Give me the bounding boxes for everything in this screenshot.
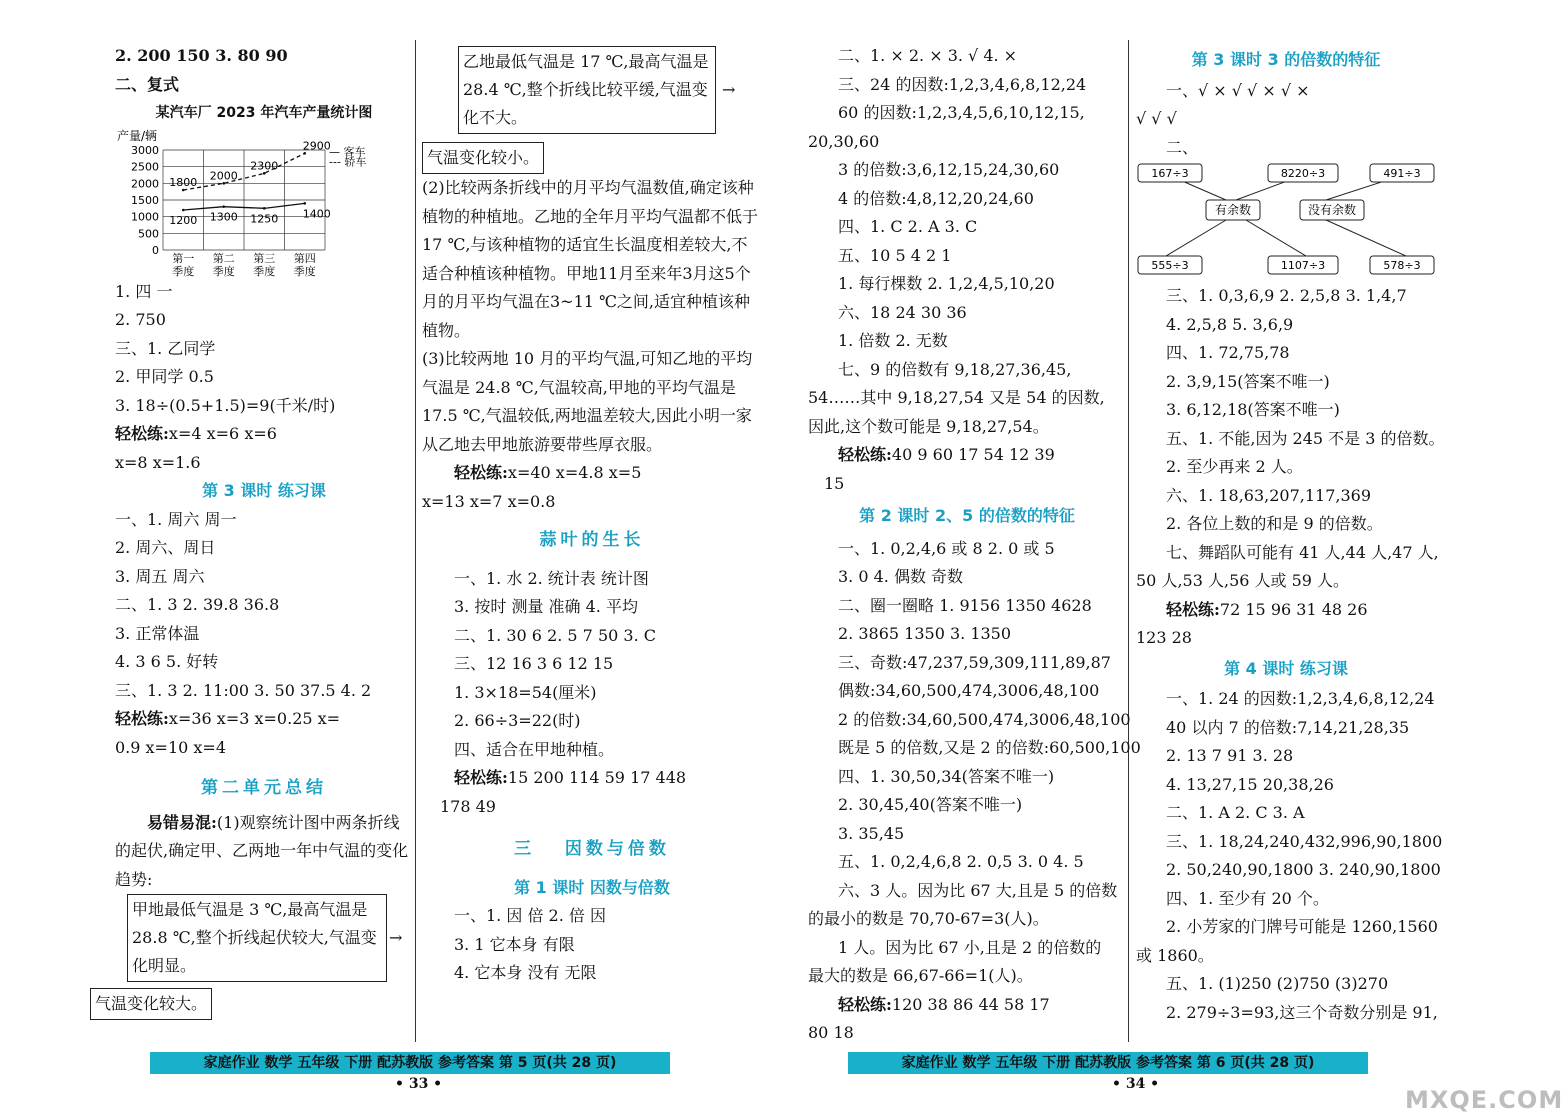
y-tick-label: 2500 (131, 160, 159, 174)
answer-line: 0.9 x=10 x=4 (115, 737, 227, 757)
legend-entry: --- 轿车 (329, 155, 367, 169)
answer-line: 二、复式 (115, 74, 180, 94)
answer-line: 50 人,53 人,56 人或 59 人。 (1136, 571, 1350, 590)
answer-line: 1. 每行棵数 2. 1,2,4,5,10,20 (838, 274, 1055, 293)
easy-mistake-label: 易错易混: (147, 812, 217, 832)
answer-line: 3 的倍数:3,6,12,15,24,30,60 (838, 160, 1060, 179)
answer-line: 或 1860。 (1136, 945, 1214, 965)
answer-line: 四、适合在甲地种植。 (454, 739, 615, 759)
page-number-right: • 34 • (1112, 1076, 1160, 1092)
box-has-remainder (1206, 200, 1260, 220)
answer-line: 六、18 24 30 36 (838, 302, 967, 322)
data-label: 1400 (302, 206, 331, 220)
x-tick-label: 季度 (172, 264, 195, 278)
y-tick-label: 1000 (131, 210, 159, 224)
column-divider-left (415, 40, 416, 1042)
answer-line: 七、舞蹈队可能有 41 人,44 人,47 人, (1166, 542, 1439, 562)
easy-practice-label: 轻松练: (1166, 599, 1220, 619)
paragraph: (2)比较两条折线中的月平均气温数值,确定该种植物的种植地。乙地的全年月平均气温都不低于 17 ℃,与该种植物的适宜生长温度相差较大,不适合种植该种植物。甲地11月至来年3月这5个月的月平均气温在3~11 ℃之间,适宜种植该种植物。 (422, 178, 759, 340)
box-1107 (1268, 256, 1338, 274)
answer-line: 四、1. 至少有 20 个。 (1166, 888, 1329, 908)
answer-line: 一、1. 0,2,4,6 或 8 2. 0 或 5 (838, 538, 1055, 558)
data-label: 1800 (169, 175, 198, 189)
answer-line: 二、圈一圈略 1. 9156 1350 4628 (838, 595, 1092, 615)
answer-line: 3. 按时 测量 准确 4. 平均 (454, 597, 638, 616)
answer-line: 2. 13 7 91 3. 28 (1166, 746, 1294, 765)
legend-entry: — 客车 (329, 145, 366, 159)
box-555-label: 555÷3 (1151, 259, 1189, 272)
text-box-conclusion-jia: 气温变化较大。 (90, 988, 212, 1020)
x-tick-label: 季度 (293, 264, 316, 278)
box-555 (1138, 256, 1202, 274)
answer-line: 3. 35,45 (838, 823, 905, 843)
y-tick-label: 0 (152, 243, 159, 257)
answer-line: 三、奇数:47,237,59,309,111,89,87 (838, 652, 1111, 672)
answer-line: 1 人。因为比 67 小,且是 2 的倍数的 (838, 937, 1102, 957)
answer-line: 二、1. A 2. C 3. A (1166, 803, 1305, 822)
footer-right: 家庭作业 数学 五年级 下册 配苏教版 参考答案 第 6 页(共 28 页) (848, 1052, 1368, 1074)
answer-line: 40 以内 7 的倍数:7,14,21,28,35 (1166, 717, 1410, 737)
box-491-label: 491÷3 (1383, 167, 1421, 180)
x-tick-label: 第三 (253, 251, 276, 265)
answer-line: 五、1. 0,2,4,6,8 2. 0,5 3. 0 4. 5 (838, 852, 1084, 871)
answer-text: x=4 x=6 x=6 (168, 424, 277, 443)
answer-line: 三、1. 0,3,6,9 2. 2,5,8 3. 1,4,7 (1166, 286, 1407, 305)
chapter-heading: 三 因数与倍数 (514, 839, 670, 859)
easy-practice-label: 轻松练: (115, 709, 169, 728)
x-tick-label: 第一 (172, 251, 195, 265)
answer-line: 2. 750 (115, 310, 166, 329)
box-578 (1370, 256, 1434, 274)
data-label: 1200 (169, 213, 198, 227)
answer-line: 1. 四 一 (115, 281, 173, 301)
answer-text: 15 200 114 59 17 448 (507, 768, 687, 787)
answer-text: 40 9 60 17 54 12 39 (891, 445, 1055, 464)
section-heading: 蒜叶的生长 (539, 530, 645, 550)
answer-line: 既是 5 的倍数,又是 2 的倍数:60,500,100 (838, 738, 1141, 757)
answer-line: 四、1. 72,75,78 (1166, 343, 1290, 362)
answer-line: 因此,这个数可能是 9,18,27,54。 (808, 416, 1049, 436)
answer-line: 4. 3 6 5. 好转 (115, 652, 219, 671)
answer-line: √ √ √ (1136, 109, 1177, 128)
answer-line: 三、1. 18,24,240,432,996,90,1800 (1166, 831, 1443, 851)
section-heading: 第 3 课时 3 的倍数的特征 (1191, 50, 1381, 69)
answer-line: 4. 13,27,15 20,38,26 (1166, 774, 1334, 794)
matching-diagram (1136, 162, 1436, 282)
answer-line: 2. 30,45,40(答案不唯一) (838, 795, 1023, 814)
arrow-icon: → (389, 927, 403, 947)
column-4 (1136, 46, 1445, 1027)
answer-line: 的起伏,确定甲、乙两地一年中气温的变化 (115, 841, 409, 860)
data-point (303, 202, 306, 205)
data-point (303, 152, 306, 155)
answer-line: 一、1. 因 倍 2. 倍 因 (454, 906, 606, 925)
data-point (182, 208, 185, 211)
text-box-conclusion-yi: 气温变化较小。 (422, 142, 544, 174)
answer-line: 五、10 5 4 2 1 (838, 245, 952, 265)
answer-line: 二、1. × 2. × 3. √ 4. × (838, 46, 1018, 65)
data-point (222, 205, 225, 208)
answer-line: 三、1. 乙同学 (115, 338, 216, 358)
answer-line: 六、1. 18,63,207,117,369 (1166, 485, 1372, 505)
data-label: 1300 (209, 210, 238, 224)
answer-line: 3. 0 4. 偶数 奇数 (838, 567, 964, 586)
data-point (263, 172, 266, 175)
answer-line: 3. 18÷(0.5+1.5)=9(千米/时) (115, 395, 336, 415)
answer-line: 一、1. 周六 周一 (115, 509, 237, 529)
section-heading: 第 3 课时 练习课 (202, 481, 326, 500)
answer-line: 偶数:34,60,500,474,3006,48,100 (838, 681, 1100, 700)
answer-line: 2. 3865 1350 3. 1350 (838, 624, 1012, 643)
paragraph: (3)比较两地 10 月的平均气温,可知乙地的平均气温是 24.8 ℃,气温较高,甲地的平均气温是 17.5 ℃,气温较低,两地温差较大,因此小明一家从乙地去甲地旅游要带些厚衣服。 (422, 349, 753, 454)
answer-line: x=8 x=1.6 (115, 452, 201, 472)
easy-practice-label: 轻松练: (454, 463, 508, 482)
answer-line: 4. 2,5,8 5. 3,6,9 (1166, 314, 1294, 334)
box-1107-label: 1107÷3 (1280, 259, 1326, 272)
answer-line: 三、1. 3 2. 11:00 3. 50 37.5 4. 2 (115, 680, 372, 700)
answer-line: 五、1. 不能,因为 245 不是 3 的倍数。 (1166, 428, 1445, 448)
answer-line: 2. 200 150 3. 80 90 (115, 46, 288, 65)
data-label: 1250 (250, 211, 279, 225)
section-heading: 第 2 课时 2、5 的倍数的特征 (859, 506, 1075, 525)
footer-left: 家庭作业 数学 五年级 下册 配苏教版 参考答案 第 5 页(共 28 页) (150, 1052, 670, 1074)
column-1 (95, 42, 413, 1020)
answer-line: 2. 66÷3=22(时) (454, 711, 581, 730)
answer-line: 2. 至少再来 2 人。 (1166, 457, 1303, 476)
answer-text: x=36 x=3 x=0.25 x= (168, 709, 341, 728)
answer-line: 最大的数是 66,67-66=1(人)。 (808, 966, 1033, 985)
answer-line: 2. 周六、周日 (115, 538, 216, 557)
column-3 (808, 42, 1141, 1048)
answer-line: 2. 小芳家的门牌号可能是 1260,1560 (1166, 917, 1438, 936)
x-tick-label: 第二 (212, 251, 235, 265)
column-divider-right (1128, 40, 1129, 1042)
answer-text: 72 15 96 31 48 26 (1219, 599, 1368, 619)
answer-line: 178 49 (440, 796, 496, 816)
answer-line: 一、√ × √ √ × √ × (1166, 80, 1310, 100)
x-tick-label: 季度 (253, 264, 276, 278)
answer-line: 2. 3,9,15(答案不唯一) (1166, 371, 1330, 391)
answer-line: 2. 甲同学 0.5 (115, 367, 214, 386)
answer-line: 3. 1 它本身 有限 (454, 934, 575, 954)
answer-line: 一、1. 24 的因数:1,2,3,4,6,8,12,24 (1166, 689, 1435, 708)
answer-line: 4. 它本身 没有 无限 (454, 963, 597, 982)
answer-line: 三、24 的因数:1,2,3,4,6,8,12,24 (838, 74, 1087, 94)
easy-practice-label: 轻松练: (838, 445, 892, 464)
answer-line: 四、1. 30,50,34(答案不唯一) (838, 766, 1055, 786)
box-491 (1370, 164, 1434, 182)
data-label: 2900 (302, 138, 331, 152)
answer-line: 2. 50,240,90,1800 3. 240,90,1800 (1166, 860, 1441, 879)
section-heading: 第 1 课时 因数与倍数 (514, 877, 670, 897)
page-number-left: • 33 • (395, 1076, 443, 1092)
box-8220 (1268, 164, 1338, 182)
answer-line: 3. 周五 周六 (115, 566, 205, 586)
easy-practice-label: 轻松练: (454, 768, 508, 787)
answer-line: 20,30,60 (808, 131, 880, 151)
answer-line: 15 (824, 473, 845, 493)
answer-line: 六、3 人。因为比 67 大,且是 5 的倍数 (838, 880, 1118, 900)
data-label: 2000 (209, 168, 238, 182)
box-8220-label: 8220÷3 (1280, 167, 1326, 180)
answer-line: 四、1. C 2. A 3. C (838, 217, 978, 236)
answer-line: 54……其中 9,18,27,54 又是 54 的因数, (808, 388, 1105, 407)
text-box-yi: 乙地最低气温是 17 ℃,最高气温是 28.4 ℃,整个折线比较平缓,气温变化不大。 (458, 46, 716, 134)
answer-line: 123 28 (1136, 628, 1192, 647)
answer-text: x=40 x=4.8 x=5 (507, 463, 642, 482)
line-chart (115, 128, 413, 278)
chart-title: 某汽车厂 2023 年汽车产量统计图 (155, 105, 373, 121)
y-tick-label: 2000 (131, 176, 159, 190)
unit-summary-heading: 第二单元总结 (201, 778, 327, 798)
answer-line: 五、1. (1)250 (2)750 (3)270 (1166, 974, 1389, 993)
answer-text: 120 38 86 44 58 17 (891, 994, 1050, 1014)
data-point (182, 188, 185, 191)
answer-line: 三、12 16 3 6 12 15 (454, 654, 614, 673)
answer-line: 4 的倍数:4,8,12,20,24,60 (838, 188, 1034, 208)
column-2 (422, 46, 762, 988)
data-point (263, 207, 266, 210)
answer-text: (1)观察统计图中两条折线 (216, 812, 400, 832)
answer-line: 1. 3×18=54(厘米) (454, 682, 597, 702)
answer-line: 二、 (1166, 137, 1199, 157)
easy-practice-label: 轻松练: (838, 994, 892, 1014)
box-167-label: 167÷3 (1151, 167, 1189, 180)
answer-line: 二、1. 30 6 2. 5 7 50 3. C (454, 625, 656, 645)
answer-line: 2. 各位上数的和是 9 的倍数。 (1166, 514, 1383, 533)
answer-line: 80 18 (808, 1023, 854, 1042)
data-label: 2300 (250, 158, 279, 172)
answer-line: 2. 279÷3=93,这三个奇数分别是 91, (1166, 1002, 1438, 1022)
y-tick-label: 1500 (131, 193, 159, 207)
box-no-remainder-label: 没有余数 (1307, 203, 1357, 217)
answer-line: 的最小的数是 70,70-67=3(人)。 (808, 909, 1049, 928)
text-box-jia: 甲地最低气温是 3 ℃,最高气温是 28.8 ℃,整个折线起伏较大,气温变化明显。 (127, 894, 387, 982)
answer-line: 一、1. 水 2. 统计表 统计图 (454, 568, 649, 588)
connector-lines (1166, 174, 1406, 256)
watermark: MXQE.COM (1405, 1086, 1563, 1114)
answer-line: 3. 6,12,18(答案不唯一) (1166, 400, 1340, 419)
answer-line: 3. 正常体温 (115, 623, 200, 643)
answer-line: 1. 倍数 2. 无数 (838, 331, 948, 350)
answer-line: x=13 x=7 x=0.8 (422, 491, 556, 511)
y-tick-label: 3000 (131, 143, 159, 157)
y-axis-label: 产量/辆 (117, 128, 158, 143)
answer-line: 趋势: (115, 869, 153, 889)
answer-line: 七、9 的倍数有 9,18,27,36,45, (838, 359, 1072, 379)
box-167 (1138, 164, 1202, 182)
answer-line: 2 的倍数:34,60,500,474,3006,48,100 (838, 709, 1131, 729)
y-tick-label: 500 (138, 226, 159, 240)
answer-line: 60 的因数:1,2,3,4,5,6,10,12,15, (838, 103, 1085, 122)
box-578-label: 578÷3 (1383, 259, 1421, 272)
section-heading: 第 4 课时 练习课 (1224, 658, 1348, 678)
box-no-remainder (1300, 200, 1364, 220)
box-has-remainder-label: 有余数 (1214, 203, 1252, 217)
easy-practice-label: 轻松练: (115, 424, 169, 443)
answer-line: 二、1. 3 2. 39.8 36.8 (115, 595, 280, 614)
x-tick-label: 第四 (293, 251, 316, 265)
x-tick-label: 季度 (212, 264, 235, 278)
arrow-icon: → (722, 79, 736, 99)
data-point (222, 182, 225, 185)
